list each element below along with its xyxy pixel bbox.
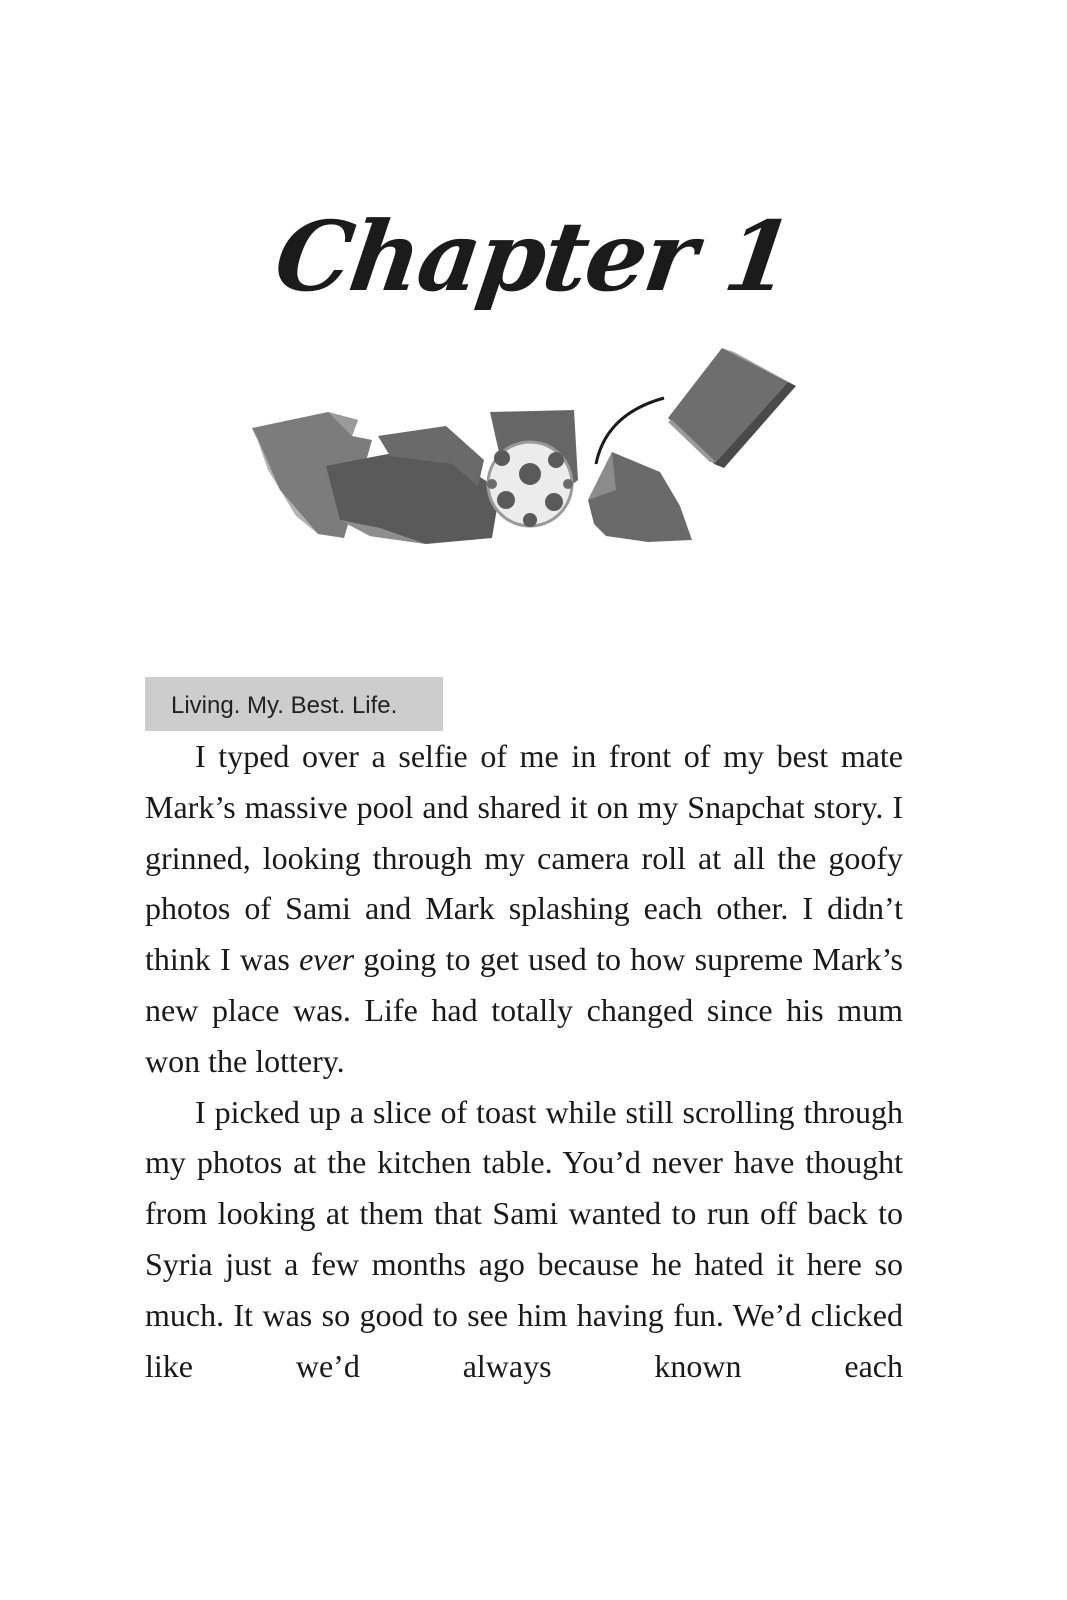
snapchat-caption: Living. My. Best. Life. [145, 677, 443, 731]
motion-line [596, 398, 664, 464]
paragraph-text: going to get used to how supreme Mark’s new place was. Life had totally changed since his mum won the lottery. [145, 941, 904, 1079]
chapter-illustration [240, 340, 800, 560]
chapter-title: Chapter 1 [268, 200, 799, 313]
book-icon [668, 348, 796, 468]
emphasis-text: ever [299, 941, 355, 978]
football-icon [487, 442, 573, 527]
paragraph [145, 731, 903, 1087]
paragraph-text: I typed over a selfie of me in front of my best mate Mark’s massive pool and shared it on my Snapchat story. I grinned, looking through my camera roll at all the goofy photos of Sami and Mark splashing each other. I didn’t think I was [145, 738, 903, 978]
body-text [145, 731, 903, 1391]
cushion-icon [588, 452, 692, 542]
paragraph: I picked up a slice of toast while still scrolling through my photos at the kitchen table. You’d never have thought from looking at them that Sami wanted to run off back to Syria just a few months ago because he hated it here so much. It was so good to see him having fun. We’d clicked like we’d always known each [145, 1093, 903, 1384]
